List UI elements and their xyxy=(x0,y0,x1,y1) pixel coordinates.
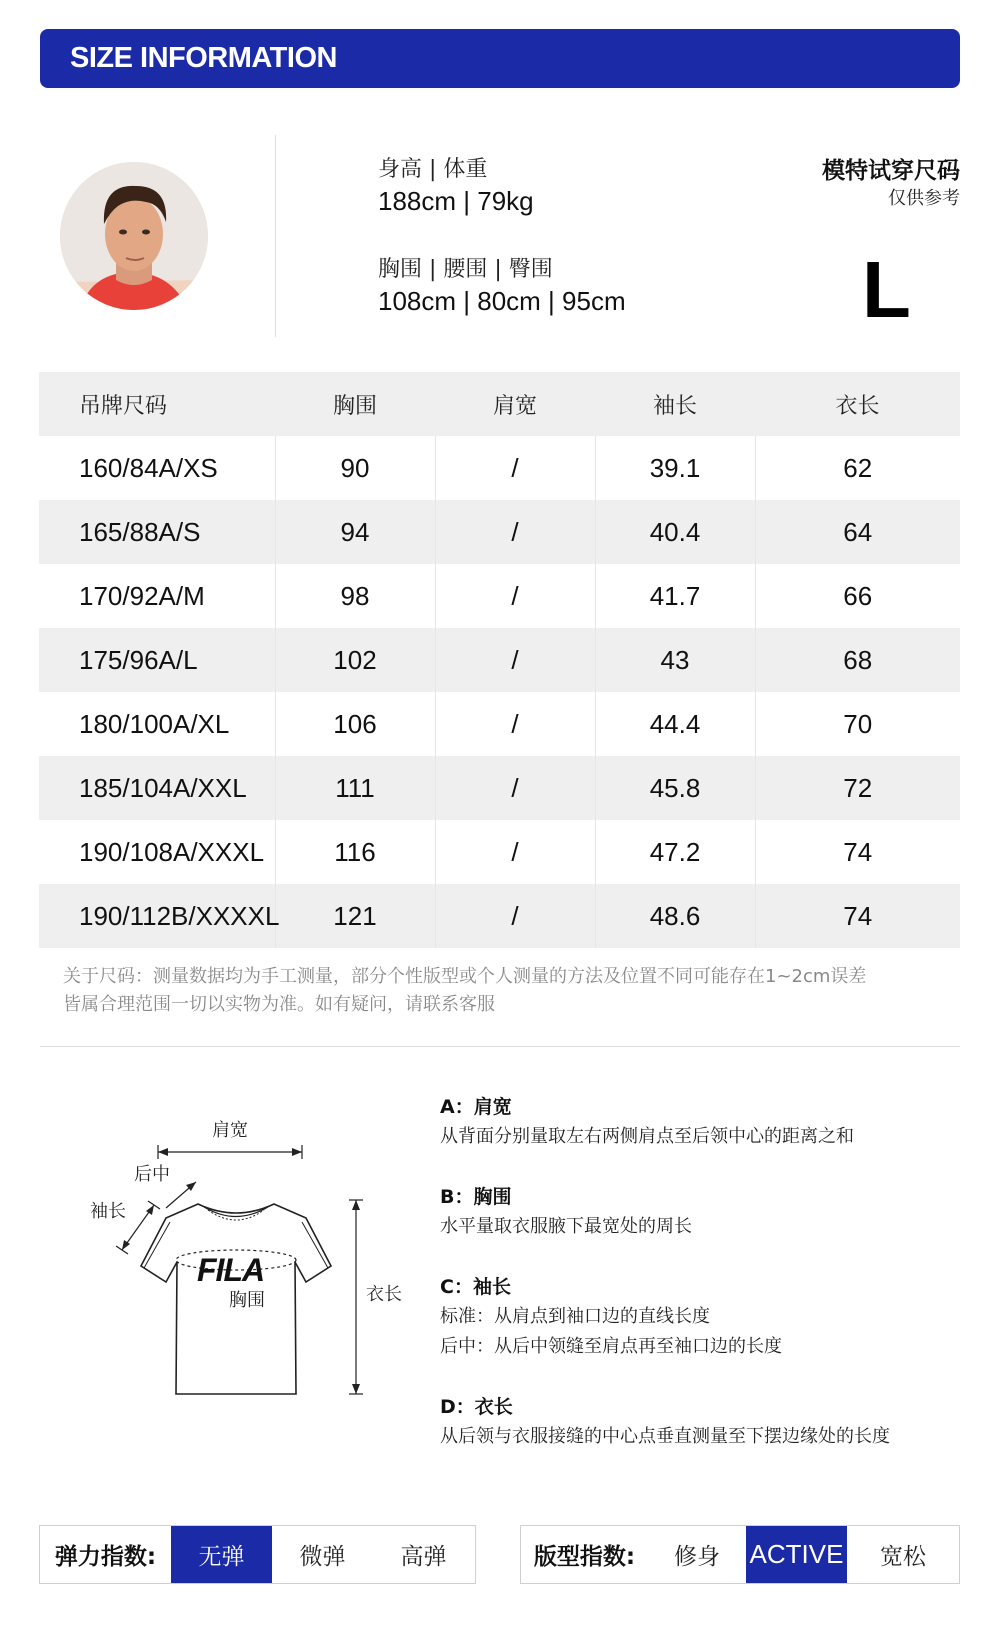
cell-length: 70 xyxy=(755,692,960,756)
table-row xyxy=(39,820,960,884)
cell-chest: 98 xyxy=(275,564,435,628)
diagram-label-back-center: 后中 xyxy=(134,1164,170,1185)
cell-chest: 116 xyxy=(275,820,435,884)
divider-vertical xyxy=(275,135,276,337)
cell-sleeve: 45.8 xyxy=(595,756,755,820)
cell-size: 175/96A/L xyxy=(39,628,275,692)
header-length: 衣长 xyxy=(755,372,960,436)
cell-length: 62 xyxy=(755,436,960,500)
cell-length: 68 xyxy=(755,628,960,692)
table-row xyxy=(39,628,960,692)
table-row xyxy=(39,500,960,564)
model-fit-subtitle: 仅供参考 xyxy=(888,188,960,209)
cell-size: 190/108A/XXXL xyxy=(79,836,265,867)
definition-sleeve xyxy=(440,1272,960,1362)
cell-shoulder: / xyxy=(435,756,595,820)
definition-length xyxy=(440,1392,960,1452)
fit-option-slim[interactable]: 修身 xyxy=(674,1544,720,1570)
cell-chest: 106 xyxy=(275,692,435,756)
cell-chest: 90 xyxy=(275,436,435,500)
cell-size: 160/84A/XS xyxy=(79,452,218,483)
fila-logo: FILA xyxy=(197,1252,265,1288)
cell-chest: 121 xyxy=(275,884,435,948)
table-row xyxy=(39,564,960,628)
cell-length: 72 xyxy=(755,756,960,820)
cell-shoulder: / xyxy=(435,564,595,628)
cell-sleeve: 44.4 xyxy=(595,692,755,756)
definition-title: A：肩宽 xyxy=(440,1096,512,1118)
definition-shoulder xyxy=(440,1092,960,1152)
table-row xyxy=(39,884,960,948)
elasticity-option-none[interactable]: 无弹 xyxy=(171,1526,272,1583)
header-tag-size: 吊牌尺码 xyxy=(39,372,275,436)
note-line-1: 关于尺码：测量数据均为手工测量，部分个性版型或个人测量的方法及位置不同可能存在1~2cm误差 xyxy=(63,966,867,987)
table-row xyxy=(39,692,960,756)
height-weight-value: 188cm | 79kg xyxy=(378,186,534,216)
header-chest: 胸围 xyxy=(275,372,435,436)
elasticity-index xyxy=(39,1525,476,1584)
cell-shoulder: / xyxy=(435,436,595,500)
fit-option-loose[interactable]: 宽松 xyxy=(880,1544,926,1570)
definition-text: 标准：从肩点到袖口边的直线长度 xyxy=(440,1306,710,1327)
model-photo xyxy=(60,162,208,310)
definition-title: D：衣长 xyxy=(440,1396,513,1418)
cell-sleeve: 39.1 xyxy=(595,436,755,500)
fit-label: 版型指数: xyxy=(533,1544,636,1570)
definition-title: C：袖长 xyxy=(440,1276,511,1298)
cell-sleeve: 43 xyxy=(595,628,755,692)
diagram-label-shoulder: 肩宽 xyxy=(212,1120,248,1141)
table-header-row xyxy=(39,372,960,436)
cell-size: 185/104A/XXL xyxy=(39,756,275,820)
definition-title: B：胸围 xyxy=(440,1186,512,1208)
cell-size: 190/112B/XXXXL xyxy=(39,884,275,948)
model-avatar xyxy=(60,162,208,310)
measurements-value: 108cm | 80cm | 95cm xyxy=(378,286,626,316)
header-sleeve: 袖长 xyxy=(595,372,755,436)
cell-size: 180/100A/XL xyxy=(79,708,230,739)
cell-chest: 94 xyxy=(275,500,435,564)
model-fit-title: 模特试穿尺码 xyxy=(822,158,960,184)
page-title: SIZE INFORMATION xyxy=(70,42,337,74)
definition-text: 从背面分别量取左右两侧肩点至后领中心的距离之和 xyxy=(440,1126,854,1147)
definition-text: 水平量取衣服腋下最宽处的周长 xyxy=(440,1216,692,1237)
measurement-note xyxy=(63,963,963,1019)
header-bar xyxy=(40,29,960,88)
cell-sleeve: 47.2 xyxy=(595,820,755,884)
divider-horizontal xyxy=(40,1046,960,1047)
elasticity-label: 弹力指数: xyxy=(54,1544,157,1570)
definition-text: 从后领与衣服接缝的中心点垂直测量至下摆边缘处的长度 xyxy=(440,1426,890,1447)
model-fit-size: L xyxy=(862,245,911,334)
cell-length: 74 xyxy=(755,820,960,884)
table-row xyxy=(39,436,960,500)
cell-shoulder: / xyxy=(435,692,595,756)
size-table xyxy=(39,372,960,948)
note-line-2: 皆属合理范围一切以实物为准。如有疑问，请联系客服 xyxy=(63,994,495,1015)
cell-chest: 102 xyxy=(275,628,435,692)
cell-size: 165/88A/S xyxy=(39,500,275,564)
cell-chest: 111 xyxy=(275,756,435,820)
cell-shoulder: / xyxy=(435,884,595,948)
table-row xyxy=(39,756,960,820)
height-weight-label: 身高 | 体重 xyxy=(378,157,488,182)
definition-text: 后中：从后中领缝至肩点再至袖口边的长度 xyxy=(440,1336,782,1357)
definition-chest xyxy=(440,1182,960,1242)
fit-option-active[interactable]: ACTIVE xyxy=(746,1526,847,1583)
elasticity-option-high[interactable]: 高弹 xyxy=(400,1544,447,1570)
cell-length: 66 xyxy=(755,564,960,628)
cell-size: 170/92A/M xyxy=(79,580,205,611)
measurement-definitions xyxy=(440,1092,960,1482)
diagram-label-sleeve: 袖长 xyxy=(90,1201,126,1222)
elasticity-option-slight[interactable]: 微弹 xyxy=(299,1544,346,1570)
cell-sleeve: 40.4 xyxy=(595,500,755,564)
cell-shoulder: / xyxy=(435,628,595,692)
fit-index xyxy=(520,1525,960,1584)
cell-sleeve: 41.7 xyxy=(595,564,755,628)
cell-length: 74 xyxy=(755,884,960,948)
cell-shoulder: / xyxy=(435,820,595,884)
cell-sleeve: 48.6 xyxy=(595,884,755,948)
diagram-label-length: 衣长 xyxy=(366,1284,402,1305)
cell-length: 64 xyxy=(755,500,960,564)
cell-shoulder: / xyxy=(435,500,595,564)
diagram-label-chest: 胸围 xyxy=(229,1290,265,1311)
header-shoulder: 肩宽 xyxy=(435,372,595,436)
measurements-label: 胸围 | 腰围 | 臀围 xyxy=(378,257,553,282)
